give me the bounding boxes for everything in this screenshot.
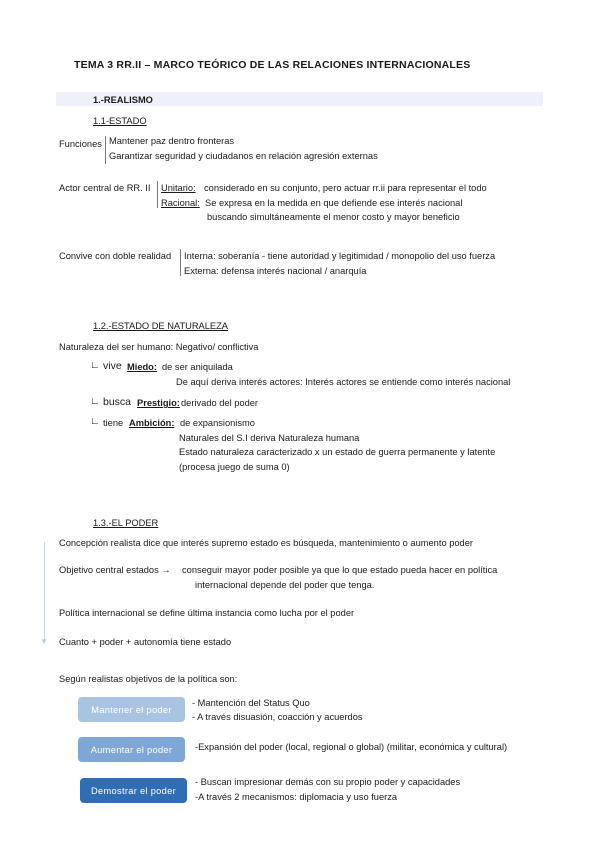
aumentar-line: -Expansión del poder (local, regional o global) (militar, económica y cultural) <box>195 742 508 752</box>
ambicion-line: Estado naturaleza caracterizado x un estado de guerra permanente y latente <box>179 447 496 457</box>
corner-arrow-icon: ∟ <box>90 416 100 427</box>
ambicion-verb: tiene <box>103 418 124 428</box>
poder-p2c: internacional depende del poder que tenga. <box>195 580 375 590</box>
ambicion-label: Ambición: <box>129 418 175 428</box>
unitario-label: Unitario: <box>161 183 196 193</box>
racional-label: Racional: <box>161 198 200 208</box>
bracket-line <box>105 136 106 164</box>
aumentar-poder-box: Aumentar el poder <box>78 737 185 762</box>
miedo-text: de ser aniquilada <box>162 362 233 372</box>
funciones-label: Funciones <box>59 139 102 149</box>
page-title: TEMA 3 RR.II – MARCO TEÓRICO DE LAS RELACIONES INTERNACIONALES <box>74 59 471 71</box>
poder-p4: Cuanto + poder + autonomía tiene estado <box>59 637 232 647</box>
convive-interna: Interna: soberanía - tiene autoridad y legitimidad / monopolio del uso fuerza <box>184 251 496 261</box>
ambicion-line: (procesa juego de suma 0) <box>179 462 290 472</box>
poder-p2b: conseguir mayor poder posible ya que lo que estado pueda hacer en política <box>182 565 498 575</box>
funciones-item: Garantizar seguridad y ciudadanos en relación agresión externas <box>109 151 378 161</box>
down-arrow-icon: ▼ <box>40 637 48 646</box>
poder-p2a: Objetivo central estados → <box>59 565 171 575</box>
miedo-verb: vive <box>103 360 122 372</box>
convive-label: Convive con doble realidad <box>59 251 172 261</box>
unitario-text: considerado en su conjunto, pero actuar rr.ii para representar el todo <box>204 183 487 193</box>
bracket-line <box>157 181 158 208</box>
subheading-poder: 1.3.-EL PODER <box>93 518 159 528</box>
demostrar-poder-box: Demostrar el poder <box>80 778 187 803</box>
miedo-text-2: De aquí deriva interés actores: Interés actores se entiende como interés nacional <box>176 377 511 387</box>
bracket-line <box>180 249 181 276</box>
racional-text: Se expresa en la medida en que defiende ese interés nacional <box>205 198 463 208</box>
ambicion-line: Naturales del S.I deriva Naturaleza humana <box>179 433 360 443</box>
mantener-line: - A través disuasión, coacción y acuerdos <box>192 712 363 722</box>
poder-p3: Política internacional se define última instancia como lucha por el poder <box>59 608 355 618</box>
actor-label: Actor central de RR. II <box>59 183 151 193</box>
section-heading-realismo: 1.-REALISMO <box>93 95 153 105</box>
corner-arrow-icon: ∟ <box>90 396 100 407</box>
subheading-estado: 1.1-ESTADO <box>93 116 147 126</box>
convive-externa: Externa: defensa interés nacional / anarquía <box>184 266 367 276</box>
prestigio-verb: busca <box>103 396 132 408</box>
subheading-naturaleza: 1.2.-ESTADO DE NATURALEZA <box>93 321 229 331</box>
prestigio-label: Prestigio: <box>137 398 180 408</box>
demostrar-line: -A través 2 mecanismos: diplomacia y uso fuerza <box>195 792 398 802</box>
corner-arrow-icon: ∟ <box>90 360 100 371</box>
naturaleza-intro: Naturaleza del ser humano: Negativo/ conflictiva <box>59 342 259 352</box>
prestigio-text: derivado del poder <box>181 398 259 408</box>
miedo-label: Miedo: <box>127 362 157 372</box>
poder-p1: Concepción realista dice que interés supremo estado es búsqueda, mantenimiento o aumento poder <box>59 538 473 548</box>
ambicion-text: de expansionismo <box>180 418 255 428</box>
racional-text-2: buscando simultáneamente el menor costo y mayor beneficio <box>207 212 460 222</box>
poder-p5: Según realistas objetivos de la política son: <box>59 674 238 684</box>
mantener-poder-box: Mantener el poder <box>78 697 185 722</box>
funciones-item: Mantener paz dentro fronteras <box>109 136 235 146</box>
demostrar-line: - Buscan impresionar demás con su propio poder y capacidades <box>195 777 461 787</box>
flow-arrow-line <box>44 542 45 640</box>
mantener-line: - Mantención del Status Quo <box>192 698 310 708</box>
